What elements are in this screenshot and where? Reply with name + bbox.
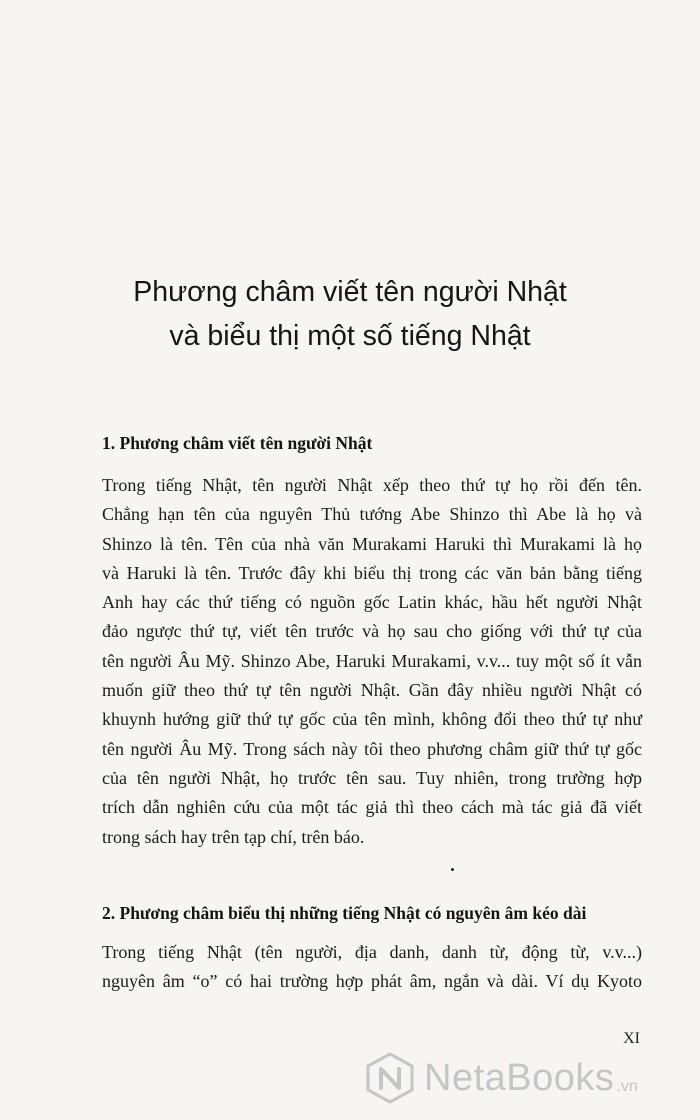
- text-line: Anh hay các thứ tiếng có nguồn gốc Latin khác, hầu hết người Nhật: [102, 592, 642, 613]
- text-line: tên người Âu Mỹ. Trong sách này tôi theo phương châm giữ thứ tự gốc: [102, 738, 642, 759]
- ink-speck: [451, 868, 454, 871]
- text-line: đảo ngược thứ tự, viết tên trước và họ sau cho giống với thứ tự của: [102, 621, 642, 642]
- netabooks-logo-icon: [364, 1052, 416, 1104]
- text-line: Trong tiếng Nhật, tên người Nhật xếp theo thứ tự họ rồi đến tên.: [102, 475, 642, 495]
- text-line: Shinzo là tên. Tên của nhà văn Murakami Haruki thì Murakami là họ: [102, 533, 642, 554]
- page-number: XI: [623, 1030, 640, 1047]
- text-line: trong sách hay trên tạp chí, trên báo.: [102, 826, 365, 847]
- section-2-heading: 2. Phương châm biểu thị những tiếng Nhật có nguyên âm kéo dài: [102, 903, 587, 923]
- bleed-through-text: [60, 52, 700, 77]
- text-line: Trong tiếng Nhật (tên người, địa danh, danh từ, động từ, v.v...): [102, 942, 642, 962]
- text-line: tên người Âu Mỹ. Shinzo Abe, Haruki Murakami, v.v... tuy một số ít vẫn: [102, 650, 642, 671]
- text-line: muốn giữ theo thứ tự tên người Nhật. Gần đây nhiều người Nhật có: [102, 680, 642, 701]
- watermark: [364, 1048, 638, 1108]
- page-title: [0, 270, 700, 358]
- page-title-line-2: và biểu thị một số tiếng Nhật: [169, 320, 531, 352]
- text-line: nguyên âm “o” có hai trường hợp phát âm, ngắn và dài. Ví dụ Kyoto: [102, 971, 642, 992]
- text-line: Chẳng hạn tên của nguyên Thủ tướng Abe Shinzo thì Abe là họ và: [102, 504, 642, 525]
- text-line: khuynh hướng giữ thứ tự gốc của tên mình, không đổi theo thứ tự như: [102, 709, 642, 730]
- watermark-brand: NetaBooks: [424, 1056, 615, 1099]
- text-line: của tên người Nhật, họ trước tên sau. Tuy nhiên, trong trường hợp: [102, 767, 642, 788]
- section-1-paragraph: [102, 471, 642, 852]
- section-1-heading: 1. Phương châm viết tên người Nhật: [102, 433, 373, 453]
- text-line: và Haruki là tên. Trước đây khi biểu thị trong các văn bản bằng tiếng: [102, 562, 642, 583]
- section-2-paragraph: [102, 938, 642, 997]
- page-title-line-1: Phương châm viết tên người Nhật: [133, 276, 567, 308]
- text-line: trích dẫn nghiên cứu của một tác giả thì theo cách mà tác giả đã viết: [102, 797, 642, 818]
- watermark-suffix: .vn: [616, 1078, 638, 1095]
